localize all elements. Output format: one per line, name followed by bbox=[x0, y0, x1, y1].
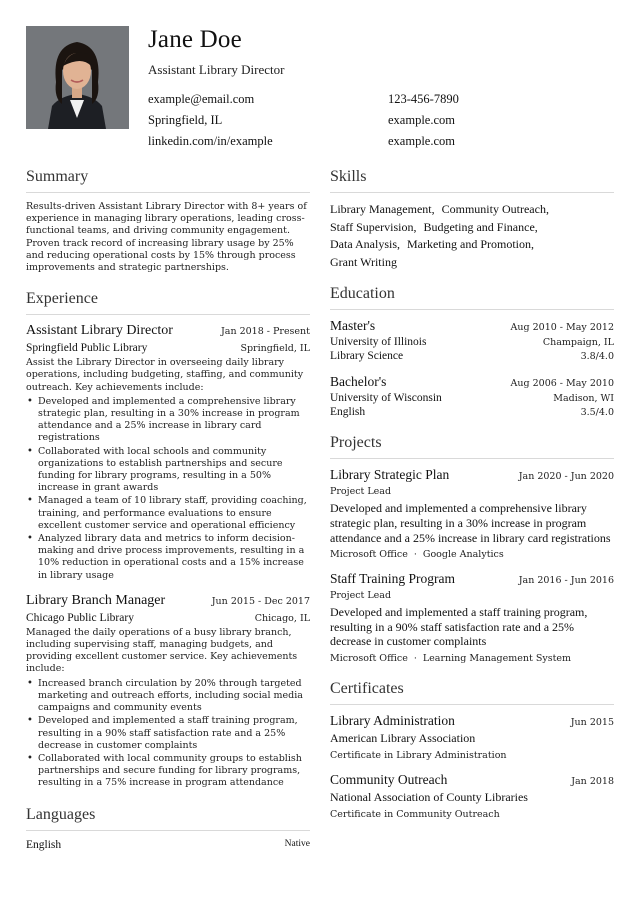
contact-email[interactable]: example@email.com bbox=[148, 92, 255, 106]
contact-website-2[interactable]: example.com bbox=[388, 134, 455, 148]
edu-degree: Bachelor's bbox=[330, 374, 387, 390]
skill-item: Data Analysis, bbox=[330, 237, 400, 252]
certificate-subtitle: Certificate in Community Outreach bbox=[330, 808, 500, 820]
project-entry bbox=[330, 467, 614, 560]
skill-item: Budgeting and Finance, bbox=[423, 219, 538, 234]
certificate-subtitle: Certificate in Library Administration bbox=[330, 749, 507, 761]
project-dates: Jan 2016 - Jun 2016 bbox=[518, 575, 614, 587]
project-entry bbox=[330, 571, 614, 664]
project-role: Project Lead bbox=[330, 590, 392, 602]
edu-school: University of Wisconsin bbox=[330, 392, 442, 405]
education-heading: Education bbox=[330, 285, 614, 310]
contact-website[interactable]: example.com bbox=[388, 113, 455, 127]
certificate-date: Jan 2018 bbox=[571, 775, 614, 787]
education-entry bbox=[330, 374, 614, 418]
skill-item: Staff Supervision, bbox=[330, 219, 417, 234]
left-column bbox=[26, 168, 310, 851]
job-bullet: • Collaborated with local schools and community organizations to establish partnerships and secure funding for library programs, resulting in a 50% increase in grant awards bbox=[26, 446, 310, 495]
project-tag: Google Analytics bbox=[422, 549, 504, 561]
languages-heading: Languages bbox=[26, 806, 310, 831]
certificate-org: National Association of County Libraries bbox=[330, 789, 528, 804]
project-dates: Jan 2020 - Jun 2020 bbox=[518, 471, 614, 483]
skill-item: Library Management, bbox=[330, 202, 435, 216]
edu-degree: Master's bbox=[330, 318, 376, 334]
job-bullet: • Developed and implemented a staff training program, resulting in a 90% staff satisfaction rate and a 25% decrease in customer complaints bbox=[26, 715, 310, 752]
contact-linkedin[interactable]: linkedin.com/in/example bbox=[148, 134, 273, 148]
edu-field: Library Science bbox=[330, 350, 404, 363]
edu-school: University of Illinois bbox=[330, 336, 427, 349]
job-location: Springfield, IL bbox=[240, 343, 310, 355]
job-bullets bbox=[26, 678, 310, 790]
language-item bbox=[26, 839, 310, 851]
job-bullet: • Managed a team of 10 library staff, providing coaching, training, and performance evaluations to ensure excellent customer service and operational efficiency bbox=[26, 495, 310, 532]
contact-phone[interactable]: 123-456-7890 bbox=[388, 92, 459, 106]
experience-entry bbox=[26, 593, 310, 790]
certificate-date: Jun 2015 bbox=[570, 716, 614, 728]
edu-field: English bbox=[330, 406, 366, 419]
summary-text: Results-driven Assistant Library Director with 8+ years of experience in managing library operations, leading cross-functional teams, and driving community engagement. Proven track record of increasing library usage by 25% and reducing operational costs by 15% through process improvements and strategic partnerships. bbox=[26, 201, 307, 274]
profile-photo-illustration bbox=[26, 26, 129, 129]
job-bullet: • Collaborated with local community groups to establish partnerships and secure funding for library programs, resulting in a 75% increase in program attendance bbox=[26, 753, 310, 790]
job-bullets bbox=[26, 396, 310, 582]
projects-heading: Projects bbox=[330, 434, 614, 459]
job-dates: Jan 2018 - Present bbox=[220, 326, 310, 338]
experience-entry bbox=[26, 323, 310, 582]
job-bullet: • Increased branch circulation by 20% through targeted marketing and outreach efforts, including social media campaigns and community events bbox=[26, 678, 310, 715]
certificate-entry bbox=[330, 713, 614, 761]
language-name: English bbox=[26, 838, 62, 851]
job-description: Managed the daily operations of a busy library branch, including supervising staff, managing budgets, and providing excellent customer service. Key achievements include: bbox=[26, 626, 298, 675]
edu-dates: Aug 2010 - May 2012 bbox=[510, 322, 614, 334]
project-description: Developed and implemented a staff training program, resulting in a 90% staff satisfaction rate and a 25% decrease in customer complaints bbox=[330, 605, 588, 649]
summary-heading: Summary bbox=[26, 168, 310, 193]
job-title: Library Branch Manager bbox=[26, 592, 166, 608]
skill-item: Grant Writing bbox=[330, 254, 397, 269]
edu-gpa: 3.8/4.0 bbox=[580, 351, 614, 363]
job-title: Assistant Library Director bbox=[26, 323, 173, 339]
certificate-entry bbox=[330, 772, 614, 820]
certificate-org: American Library Association bbox=[330, 730, 476, 745]
experience-heading: Experience bbox=[26, 290, 310, 315]
project-tag: Microsoft Office bbox=[330, 549, 408, 561]
education-entry bbox=[330, 318, 614, 362]
candidate-name: Jane Doe bbox=[148, 26, 242, 53]
skills-list bbox=[330, 201, 614, 271]
job-description: Assist the Library Director in overseeing daily library operations, including budgeting, staffing, and community outreach. Key achievements include: bbox=[26, 357, 304, 393]
certificate-title: Community Outreach bbox=[330, 771, 448, 787]
edu-gpa: 3.5/4.0 bbox=[580, 407, 614, 419]
profile-photo bbox=[26, 26, 129, 129]
certificates-heading: Certificates bbox=[330, 680, 614, 705]
job-bullet: • Developed and implemented a comprehensive library strategic plan, resulting in a 30% increase in program attendance and a 25% increase in library card registrations bbox=[26, 396, 310, 445]
certificate-title: Library Administration bbox=[330, 712, 455, 728]
edu-location: Madison, WI bbox=[553, 393, 614, 405]
skill-item: Marketing and Promotion, bbox=[407, 237, 534, 252]
job-bullet: • Analyzed library data and metrics to inform decision-making and drive process improvements, resulting in a 10% reduction in operational costs and a 15% increase in library usage bbox=[26, 533, 310, 582]
edu-location: Champaign, IL bbox=[542, 337, 614, 349]
project-tag: Learning Management System bbox=[422, 652, 572, 664]
project-description: Developed and implemented a comprehensive library strategic plan, resulting in a 30% increase in program attendance and a 25% increase in library card registrations bbox=[330, 501, 611, 545]
skill-item: Community Outreach, bbox=[441, 202, 549, 216]
edu-dates: Aug 2006 - May 2010 bbox=[510, 378, 614, 390]
contact-location: Springfield, IL bbox=[148, 113, 223, 127]
job-dates: Jun 2015 - Dec 2017 bbox=[211, 595, 310, 607]
skills-heading: Skills bbox=[330, 168, 614, 193]
right-column bbox=[330, 168, 614, 820]
project-tags: Microsoft Office · Google Analytics bbox=[330, 549, 504, 561]
job-company: Springfield Public Library bbox=[26, 342, 148, 355]
project-role: Project Lead bbox=[330, 486, 392, 498]
project-tag: Microsoft Office bbox=[330, 652, 408, 664]
job-company: Chicago Public Library bbox=[26, 611, 134, 624]
candidate-title: Assistant Library Director bbox=[148, 62, 285, 77]
project-title: Staff Training Program bbox=[330, 571, 456, 587]
job-location: Chicago, IL bbox=[254, 612, 310, 624]
project-tags: Microsoft Office · Learning Management System bbox=[330, 652, 572, 664]
project-title: Library Strategic Plan bbox=[330, 467, 450, 483]
language-level: Native bbox=[284, 838, 310, 849]
